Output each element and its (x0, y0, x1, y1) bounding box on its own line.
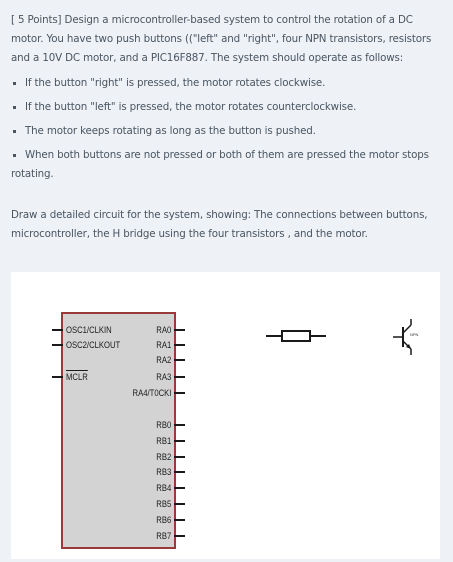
pin-label-rb5: RB5 (156, 498, 171, 509)
pin-line-osc2 (52, 344, 63, 346)
bullet-item-keep (11, 122, 443, 141)
pin-line-rb2 (174, 456, 185, 458)
pin-label-rb2: RB2 (156, 451, 171, 462)
bullet-text: The motor keeps rotating as long as the button is pushed. (25, 125, 316, 138)
bullet-text: If the button "left" is pressed, the motor rotates counterclockwise. (25, 100, 357, 113)
pin-label-mclr: MCLR (66, 371, 88, 382)
pin-label-rb7: RB7 (156, 530, 171, 541)
pin-label-ra4: RA4/T0CKI (132, 387, 171, 398)
pin-label-osc1: OSC1/CLKIN (66, 324, 112, 335)
question-instructions: Draw a detailed circuit for the system, showing: The connections between buttons, microcontroller, the H bridge using the four transistors , and the motor. (11, 209, 428, 241)
npn-transistor-icon (389, 317, 427, 357)
pin-line-rb1 (174, 440, 185, 442)
pin-label-rb0: RB0 (156, 419, 171, 430)
pin-line-rb7 (174, 535, 185, 537)
pin-line-rb4 (174, 487, 185, 489)
pin-label-ra3: RA3 (156, 371, 171, 382)
bullet-icon (13, 82, 16, 85)
pin-label-osc2: OSC2/CLKOUT (66, 339, 121, 350)
pin-label-rb1: RB1 (156, 435, 171, 446)
pin-line-rb0 (174, 424, 185, 426)
pin-line-rb3 (174, 471, 185, 473)
pin-line-ra0 (174, 329, 185, 331)
bullet-icon (13, 106, 16, 109)
bullet-text: When both buttons are not pressed or both of them are pressed the motor stops rotating. (11, 149, 429, 181)
question-intro: [ 5 Points] Design a microcontroller-based system to control the rotation of a DC motor. You have two push buttons (("left" and "right", four NPN transistors, resistors and a 10V DC motor, and a PIC16F887. The system should operate as follows: (11, 14, 432, 65)
bullet-icon (13, 130, 16, 133)
bullet-icon (13, 154, 16, 157)
resistor-icon (266, 328, 326, 344)
pin-line-rb6 (174, 519, 185, 521)
pin-label-rb3: RB3 (156, 466, 171, 477)
pin-label-rb4: RB4 (156, 482, 171, 493)
pin-label-ra0: RA0 (156, 324, 171, 335)
circuit-figure (11, 272, 440, 559)
pin-line-ra2 (174, 359, 185, 361)
pin-line-ra3 (174, 376, 185, 378)
question-text (11, 11, 443, 185)
pin-label-rb6: RB6 (156, 514, 171, 525)
pin-label-ra1: RA1 (156, 339, 171, 350)
bullet-item-right (11, 74, 443, 93)
bullet-item-stop (11, 146, 443, 184)
pin-line-mclr (52, 376, 63, 378)
bullet-text: If the button "right" is pressed, the motor rotates clockwise. (25, 76, 326, 89)
pin-label-ra2: RA2 (156, 354, 171, 365)
pin-line-rb5 (174, 503, 185, 505)
transistor-type-label: NPN (410, 332, 419, 337)
pin-line-osc1 (52, 329, 63, 331)
bullet-item-left (11, 98, 443, 117)
pin-line-ra4 (174, 392, 185, 394)
pin-line-ra1 (174, 344, 185, 346)
